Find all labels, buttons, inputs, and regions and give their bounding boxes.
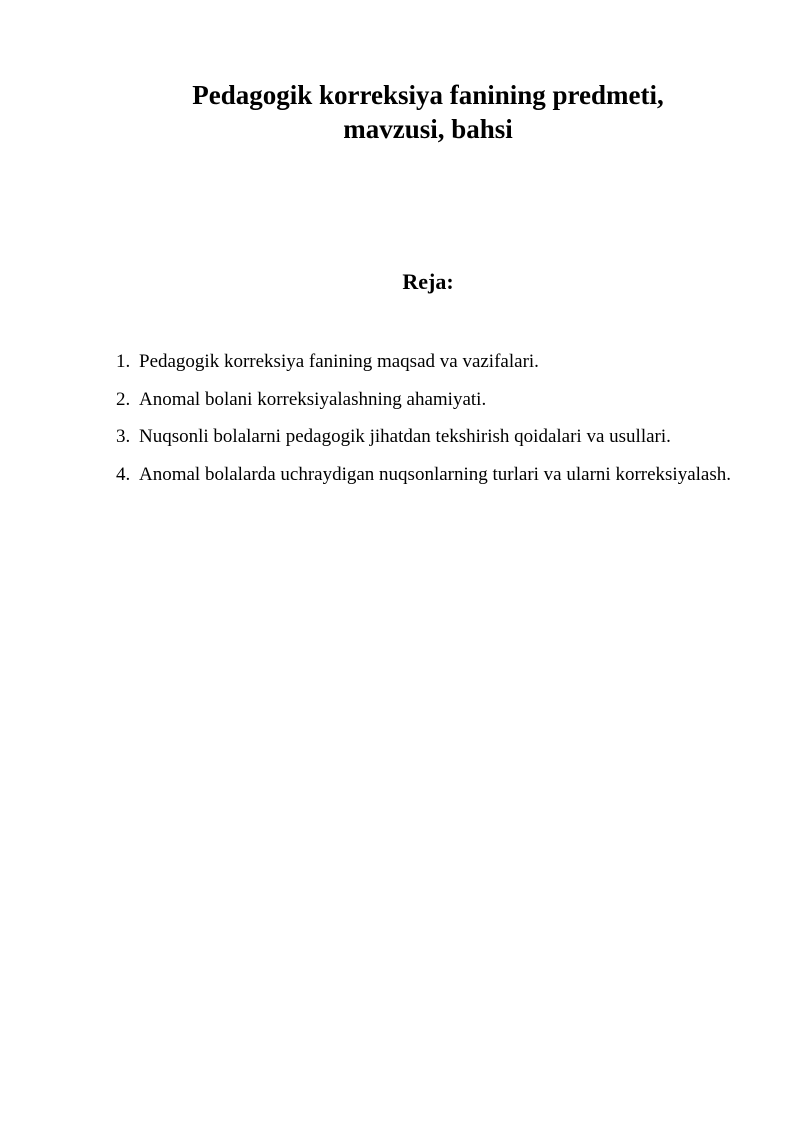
plan-item-text: Anomal bolani korreksiyalashning ahamiyati. (139, 388, 487, 410)
plan-item-4 (116, 456, 776, 494)
plan-item-number: 3. (116, 426, 131, 447)
plan-item-text: Anomal bolalarda uchraydigan nuqsonlarning turlari va ularni korreksiyalash. (139, 463, 731, 485)
title-line-2: mavzusi, bahsi (343, 114, 513, 144)
plan-item-3 (116, 418, 776, 456)
plan-item-1 (116, 343, 776, 381)
plan-heading: Reja: (402, 269, 454, 294)
plan-item-text: Pedagogik korreksiya fanining maqsad va vazifalari. (139, 351, 539, 372)
plan-item-2 (116, 381, 776, 419)
document-title (118, 78, 738, 146)
plan-item-number: 4. (116, 463, 131, 485)
plan-item-number: 1. (116, 351, 131, 372)
plan-list (116, 343, 776, 493)
title-line-1: Pedagogik korreksiya fanining predmeti, (192, 80, 664, 110)
plan-item-number: 2. (116, 388, 131, 410)
plan-item-text: Nuqsonli bolalarni pedagogik jihatdan tekshirish qoidalari va usullari. (139, 426, 671, 447)
